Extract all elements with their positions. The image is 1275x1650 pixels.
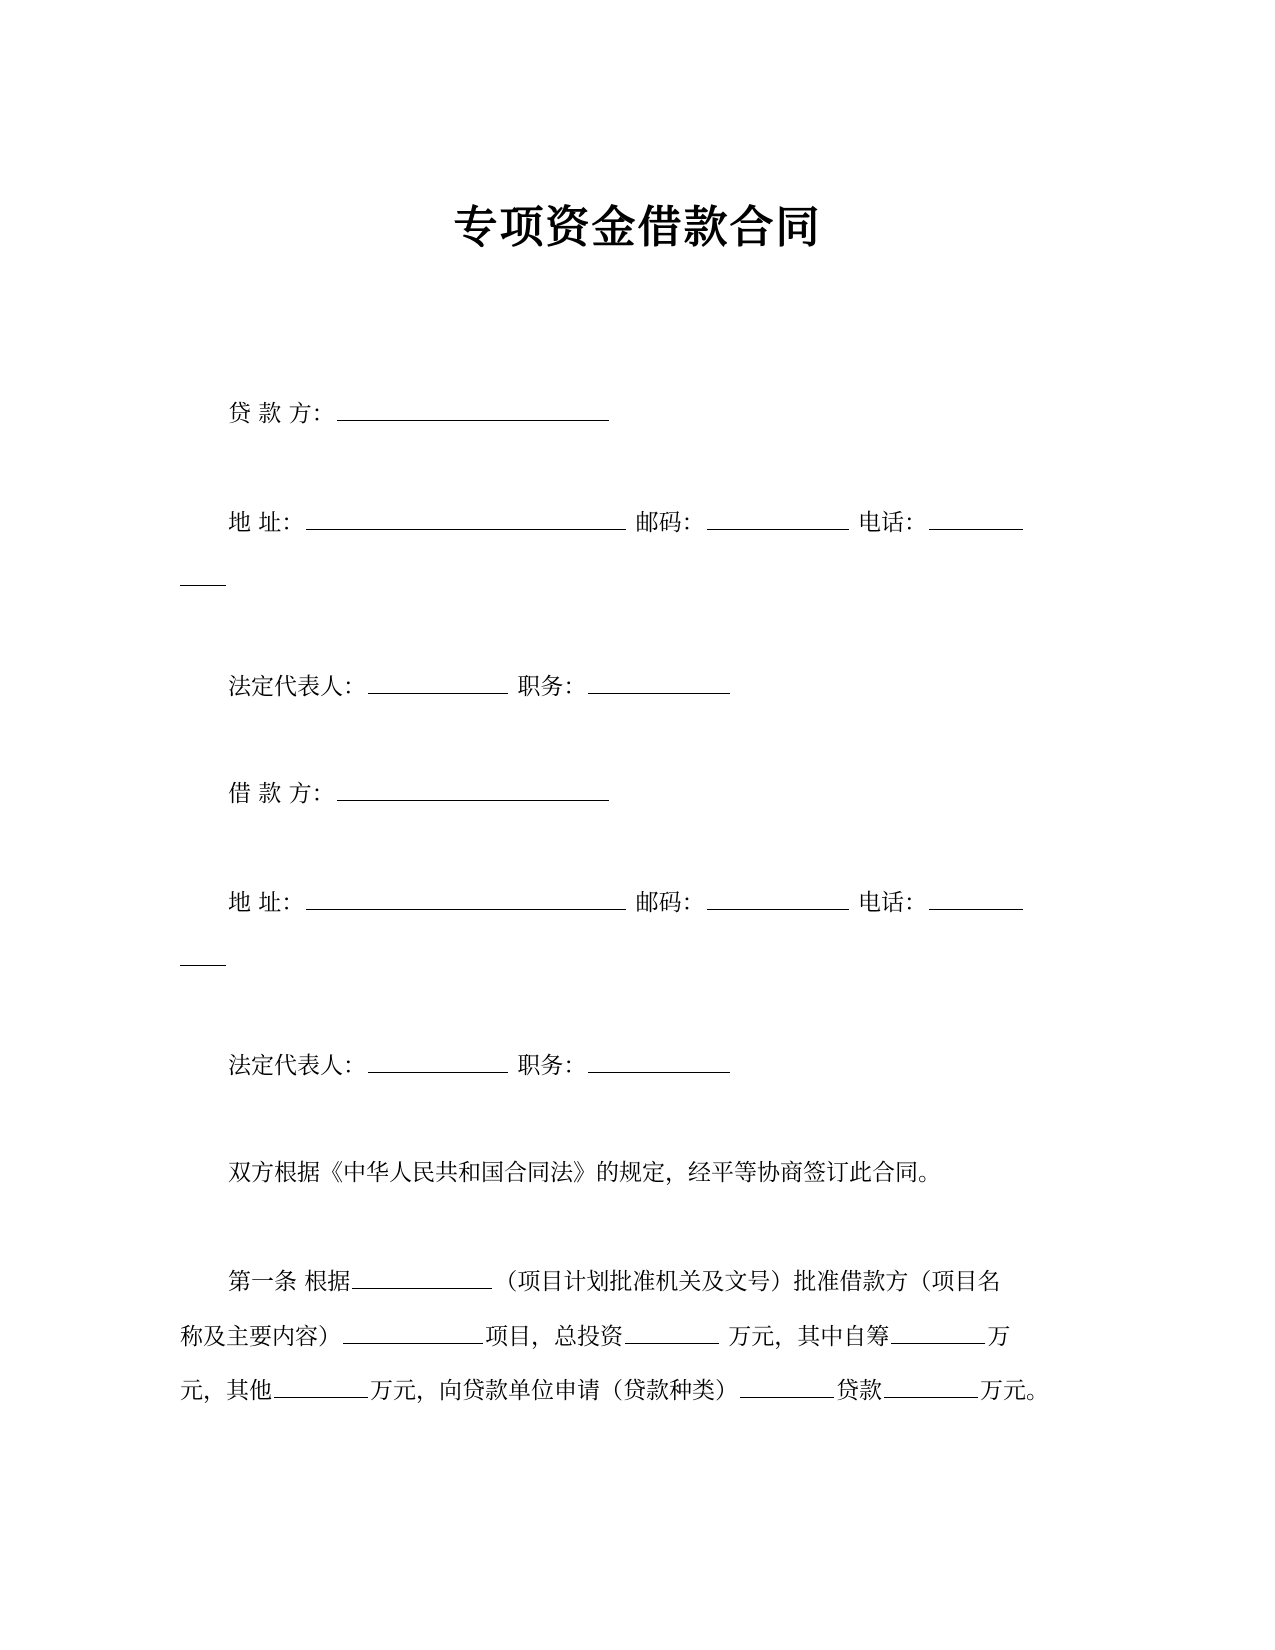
article1-line2 — [180, 1321, 1010, 1352]
borrower-rep-label: 法定代表人： — [228, 1053, 366, 1079]
borrower-name-blank[interactable] — [337, 778, 609, 801]
preamble: 双方根据《中华人民共和国合同法》的规定，经平等协商签订此合同。 — [228, 1160, 941, 1186]
lender-rep-label: 法定代表人： — [228, 674, 366, 700]
other-funds-blank[interactable] — [274, 1375, 368, 1398]
borrower-phone-label: 电话： — [857, 890, 927, 916]
approval-authority-blank[interactable] — [352, 1266, 492, 1289]
article1-line1 — [228, 1266, 1000, 1297]
borrower-address-line — [228, 887, 1025, 918]
borrower-address-label: 地 址： — [228, 890, 305, 916]
lender-label: 贷 款 方： — [228, 401, 335, 427]
lender-phone-blank[interactable] — [929, 507, 1023, 530]
borrower-label: 借 款 方： — [228, 781, 335, 807]
borrower-postcode-blank[interactable] — [707, 887, 849, 910]
lender-line — [228, 398, 611, 429]
lender-phone-blank-cont[interactable] — [180, 563, 226, 586]
lender-postcode-blank[interactable] — [707, 507, 849, 530]
lender-rep-line — [228, 671, 732, 702]
borrower-phone-blank[interactable] — [929, 887, 1023, 910]
total-investment-blank[interactable] — [625, 1321, 719, 1344]
lender-address-line — [228, 507, 1025, 538]
borrower-address-blank[interactable] — [306, 887, 626, 910]
borrower-line — [228, 778, 611, 809]
borrower-rep-line — [228, 1050, 732, 1081]
borrower-phone-blank-cont[interactable] — [180, 943, 226, 966]
article1-text-2d: 万 — [987, 1324, 1011, 1350]
project-name-blank[interactable] — [343, 1321, 483, 1344]
article1-text-3d: 万元。 — [980, 1378, 1049, 1404]
article1-text-1b: （项目计划批准机关及文号）批准借款方（项目名 — [494, 1269, 1001, 1295]
borrower-position-blank[interactable] — [588, 1050, 730, 1073]
self-funded-blank[interactable] — [891, 1321, 985, 1344]
borrower-position-label: 职务： — [517, 1053, 587, 1079]
lender-name-blank[interactable] — [337, 398, 609, 421]
lender-position-label: 职务： — [517, 674, 587, 700]
borrower-rep-blank[interactable] — [368, 1050, 508, 1073]
article1-text-2b: 项目，总投资 — [485, 1324, 623, 1350]
lender-address-label: 地 址： — [228, 510, 305, 536]
loan-amount-blank[interactable] — [884, 1375, 978, 1398]
borrower-postcode-label: 邮码： — [635, 890, 705, 916]
article1-text-3a: 元，其他 — [180, 1378, 272, 1404]
lender-position-blank[interactable] — [588, 671, 730, 694]
lender-rep-blank[interactable] — [368, 671, 508, 694]
article1-text-3b: 万元，向贷款单位申请（贷款种类） — [370, 1378, 738, 1404]
lender-address-blank[interactable] — [306, 507, 626, 530]
document-title: 专项资金借款合同 — [453, 202, 822, 253]
article1-text-3c: 贷款 — [836, 1378, 882, 1404]
article1-text-2a: 称及主要内容） — [180, 1324, 341, 1350]
article1-line3 — [180, 1375, 1049, 1406]
lender-postcode-label: 邮码： — [635, 510, 705, 536]
loan-type-blank[interactable] — [740, 1375, 834, 1398]
lender-phone-continued — [180, 563, 226, 594]
lender-phone-label: 电话： — [857, 510, 927, 536]
article1-text-1a: 第一条 根据 — [228, 1269, 351, 1295]
borrower-phone-continued — [180, 943, 226, 974]
article1-text-2c: 万元，其中自筹 — [721, 1324, 890, 1350]
